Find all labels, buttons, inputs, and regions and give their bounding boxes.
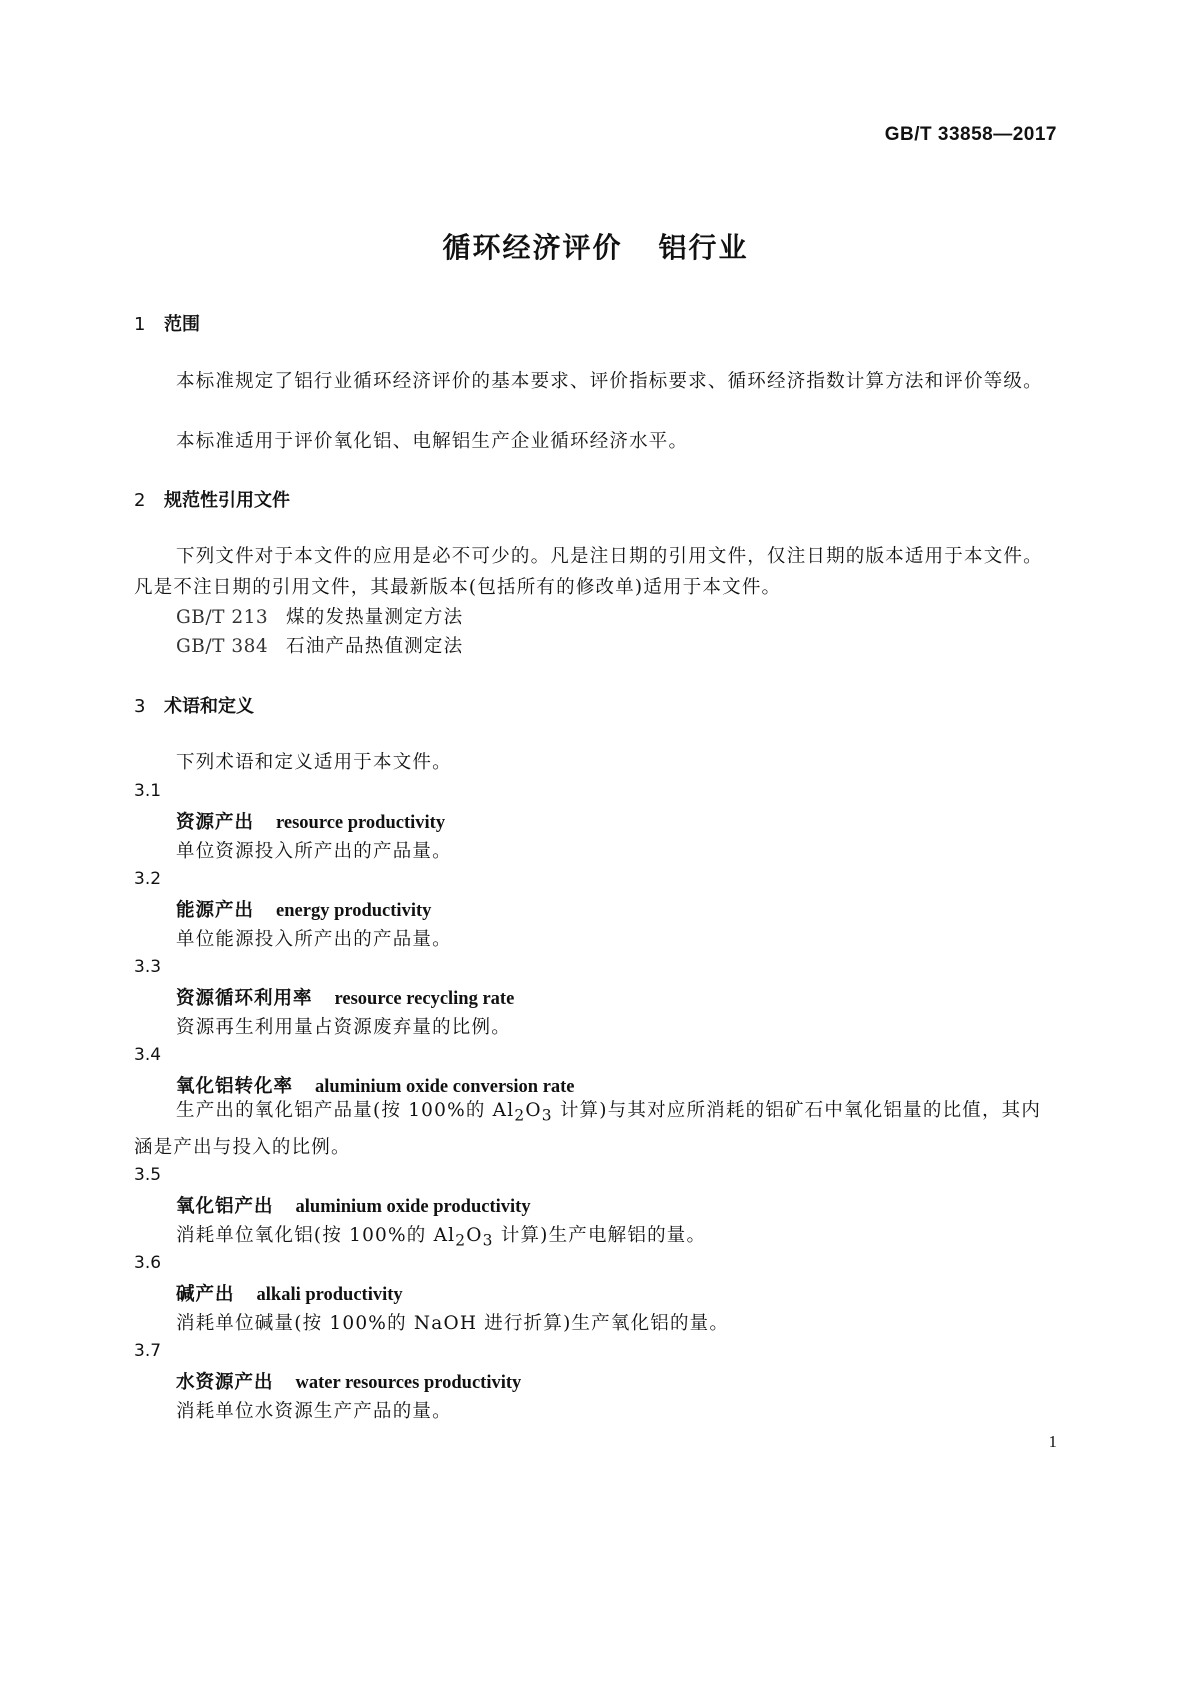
term-name-zh: 能源产出 <box>176 900 255 921</box>
term-name <box>176 1368 521 1394</box>
term-name-zh: 氧化铝产出 <box>176 1196 274 1217</box>
term-number: 3.3 <box>134 957 162 977</box>
section-1-heading <box>134 310 200 336</box>
term-definition-part-a: 消耗单位氧化铝(按 100%的 <box>176 1225 434 1246</box>
section-3-intro: 下列术语和定义适用于本文件。 <box>176 752 452 773</box>
reference-code: GB/T 384 <box>176 636 269 657</box>
term-name <box>176 1192 531 1218</box>
chemical-formula: $Al_2O_3$ <box>492 1100 553 1125</box>
standard-code: GB/T 33858—2017 <box>884 124 1057 145</box>
term-definition <box>134 1095 1058 1163</box>
term-name-en: resource recycling rate <box>334 989 515 1009</box>
term-name-zh: 水资源产出 <box>176 1372 274 1393</box>
term-number: 3.2 <box>134 869 162 889</box>
section-number: 2 <box>134 490 146 511</box>
term-definition-part-a: 生产出的氧化铝产品量(按 100%的 <box>176 1100 493 1121</box>
section-title: 术语和定义 <box>164 696 254 717</box>
page-number: 1 <box>1048 1432 1057 1451</box>
term-definition: 资源再生利用量占资源废弃量的比例。 <box>176 1017 511 1038</box>
term-name-zh: 资源产出 <box>176 812 255 833</box>
term-name <box>176 1280 403 1306</box>
term-name <box>176 896 431 922</box>
section-1-para-2: 本标准适用于评价氧化铝、电解铝生产企业循环经济水平。 <box>176 431 689 452</box>
document-title <box>0 226 1191 266</box>
reference-title: 石油产品热值测定法 <box>286 636 464 657</box>
term-definition <box>176 1221 706 1250</box>
term-name-zh: 氧化铝转化率 <box>176 1076 294 1097</box>
term-name-zh: 资源循环利用率 <box>176 988 313 1009</box>
term-number: 3.5 <box>134 1165 162 1185</box>
term-definition: 消耗单位碱量(按 100%的 NaOH 进行折算)生产氧化铝的量。 <box>176 1313 730 1334</box>
term-number: 3.1 <box>134 781 162 801</box>
section-2-para-1: 下列文件对于本文件的应用是必不可少的。凡是注日期的引用文件，仅注日期的版本适用于本文件。凡是不注日期的引用文件，其最新版本(包括所有的修改单)适用于本文件。 <box>134 546 1043 598</box>
reference-item <box>176 603 463 629</box>
title-part1: 循环经济评价 <box>442 231 623 264</box>
term-name-en: resource productivity <box>276 813 446 833</box>
term-name-zh: 碱产出 <box>176 1284 235 1305</box>
chemical-formula: $Al_2O_3$ <box>433 1225 494 1250</box>
term-name <box>176 808 445 834</box>
term-definition: 单位资源投入所产出的产品量。 <box>176 841 452 862</box>
term-definition-part-b: 计算)生产电解铝的量。 <box>493 1225 707 1246</box>
reference-item <box>176 632 463 658</box>
term-name-en: aluminium oxide productivity <box>295 1197 531 1217</box>
section-3-heading <box>134 692 254 718</box>
reference-code: GB/T 213 <box>176 607 269 628</box>
term-definition-part-b: 计算)与其对应所消耗的铝矿石中氧化铝量的比值，其内涵是产出与投入的比例。 <box>134 1100 1042 1158</box>
term-number: 3.7 <box>134 1341 162 1361</box>
section-title: 规范性引用文件 <box>164 490 290 511</box>
term-name-en: energy productivity <box>276 901 432 921</box>
section-number: 1 <box>134 314 146 335</box>
term-number: 3.6 <box>134 1253 162 1273</box>
section-2-heading <box>134 486 290 512</box>
term-name-en: aluminium oxide conversion rate <box>315 1077 575 1097</box>
term-definition: 单位能源投入所产出的产品量。 <box>176 929 452 950</box>
title-part2: 铝行业 <box>658 231 749 264</box>
term-name-en: water resources productivity <box>295 1373 522 1393</box>
term-name-en: alkali productivity <box>256 1285 403 1305</box>
term-name <box>176 984 514 1010</box>
term-number: 3.4 <box>134 1045 162 1065</box>
reference-title: 煤的发热量测定方法 <box>286 607 464 628</box>
section-title: 范围 <box>164 314 200 335</box>
term-definition: 消耗单位水资源生产产品的量。 <box>176 1401 452 1422</box>
section-1-para-1: 本标准规定了铝行业循环经济评价的基本要求、评价指标要求、循环经济指数计算方法和评价等级。 <box>176 371 1043 392</box>
section-number: 3 <box>134 696 146 717</box>
